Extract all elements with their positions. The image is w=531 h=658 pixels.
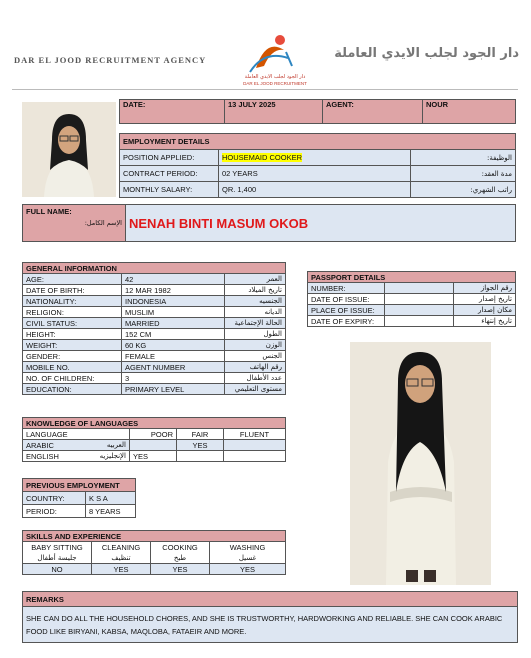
employment-row [120, 182, 516, 198]
skill-header [210, 542, 286, 564]
period-label: PERIOD: [23, 505, 86, 518]
baby-sitting-value: NO [23, 564, 92, 575]
nationality-label-ar: الجنسيه [225, 296, 286, 307]
skills-value-row [23, 564, 286, 575]
general-row [23, 307, 286, 318]
washing-value: YES [210, 564, 286, 575]
general-row [23, 384, 286, 395]
civil-status-value: MARRIED [122, 318, 225, 329]
age-label: AGE: [23, 274, 122, 285]
employment-details-table [119, 133, 516, 198]
issue-date-label: DATE OF ISSUE: [308, 294, 385, 305]
weight-value: 60 KG [122, 340, 225, 351]
expiry-date-label: DATE OF EXPIRY: [308, 316, 385, 327]
issue-date-value [385, 294, 454, 305]
issue-place-label-ar: مكان إصدار [454, 305, 516, 316]
nationality-value: INDONESIA [122, 296, 225, 307]
candidate-photo-small [22, 102, 116, 197]
religion-label-ar: الديانه [225, 307, 286, 318]
general-row [23, 329, 286, 340]
full-name-value: NENAH BINTI MASUM OKOB [129, 215, 309, 231]
general-row [23, 340, 286, 351]
header-divider [12, 89, 518, 90]
children-label: NO. OF CHILDREN: [23, 373, 122, 384]
cleaning-label: CLEANING [101, 542, 141, 552]
weight-label-ar: الوزن [225, 340, 286, 351]
height-value: 152 CM [122, 329, 225, 340]
language-header: LANGUAGE [23, 429, 130, 440]
date-value: 13 JULY 2025 [225, 100, 323, 124]
children-label-ar: عدد الأطفال [225, 373, 286, 384]
salary-value: QR. 1,400 [219, 182, 411, 198]
language-name-ar: العربيه [106, 440, 126, 449]
weight-label: WEIGHT: [23, 340, 122, 351]
previous-row [23, 492, 136, 505]
washing-label-ar: غسيل [238, 553, 257, 562]
education-value: PRIMARY LEVEL [122, 384, 225, 395]
children-value: 3 [122, 373, 225, 384]
gender-label-ar: الجنس [225, 351, 286, 362]
education-label-ar: مستوى التعليمي [225, 384, 286, 395]
agency-name-english: DAR EL JOOD RECRUITMENT AGENCY [14, 55, 207, 65]
gender-label: GENDER: [23, 351, 122, 362]
english-fluent [224, 451, 286, 462]
period-value: 8 YEARS [86, 505, 136, 518]
position-label: POSITION APPLIED: [120, 150, 219, 166]
full-name-label-cell [23, 205, 126, 242]
general-row [23, 362, 286, 373]
contract-label-ar: مدة العقد: [411, 166, 516, 182]
issue-date-label-ar: تاريخ إصدار [454, 294, 516, 305]
civil-status-label: CIVIL STATUS: [23, 318, 122, 329]
dob-value: 12 MAR 1982 [122, 285, 225, 296]
remarks-text: SHE CAN DO ALL THE HOUSEHOLD CHORES, AND SHE IS TRUSTWORTHY, HARDWORKING AND RELIABLE. SHE CAN COOK ARABIC FOOD LIKE BIRYANI, KABSA, MAQLOBA, FATAEIR AND MORE. [23, 607, 518, 643]
language-cell [23, 451, 130, 462]
passport-title: PASSPORT DETAILS [308, 272, 516, 283]
cooking-label: COOKING [162, 542, 198, 552]
agent-label: AGENT: [323, 100, 423, 124]
passport-row [308, 283, 516, 294]
general-info-table [22, 262, 286, 395]
passport-details-table [307, 271, 516, 327]
full-body-portrait-icon [350, 342, 491, 585]
full-name-label-ar: الإسم الكامل: [84, 219, 122, 227]
age-label-ar: العمر [225, 274, 286, 285]
language-row [23, 451, 286, 462]
passport-row [308, 305, 516, 316]
position-label-ar: الوظيفة: [411, 150, 516, 166]
general-row [23, 373, 286, 384]
employment-row [120, 150, 516, 166]
employment-row [120, 166, 516, 182]
nationality-label: NATIONALITY: [23, 296, 122, 307]
country-value: K S A [86, 492, 136, 505]
gender-value: FEMALE [122, 351, 225, 362]
language-row [23, 440, 286, 451]
salary-label: MONTHLY SALARY: [120, 182, 219, 198]
religion-label: RELIGION: [23, 307, 122, 318]
languages-header-row [23, 429, 286, 440]
expiry-date-value [385, 316, 454, 327]
full-name-value-cell [126, 205, 516, 242]
cooking-label-ar: طبخ [173, 553, 187, 562]
skills-title: SKILLS AND EXPERIENCE [23, 531, 286, 542]
height-label-ar: الطول [225, 329, 286, 340]
language-name: ENGLISH [26, 451, 59, 461]
languages-table [22, 417, 286, 462]
arabic-fluent [224, 440, 286, 451]
portrait-icon [22, 102, 116, 197]
baby-sitting-label-ar: جليسة أطفال [37, 553, 77, 562]
age-value: 42 [122, 274, 225, 285]
arabic-poor [130, 440, 177, 451]
general-title: GENERAL INFORMATION [23, 263, 286, 274]
civil-status-label-ar: الحالة الإجتماعية [225, 318, 286, 329]
general-row [23, 296, 286, 307]
previous-employment-table [22, 478, 136, 518]
arabic-fair: YES [177, 440, 224, 451]
issue-place-label: PLACE OF ISSUE: [308, 305, 385, 316]
skills-table [22, 530, 286, 575]
mobile-label: MOBILE NO. [23, 362, 122, 373]
expiry-date-label-ar: تاريخ إنتهاء [454, 316, 516, 327]
height-label: HEIGHT: [23, 329, 122, 340]
full-name-table [22, 204, 516, 242]
country-label: COUNTRY: [23, 492, 86, 505]
washing-label: WASHING [229, 542, 266, 552]
dob-label: DATE OF BIRTH: [23, 285, 122, 296]
passport-number-value [385, 283, 454, 294]
language-name-ar: الإنجليزيه [99, 451, 126, 460]
passport-number-label-ar: رقم الجواز [454, 283, 516, 294]
general-row [23, 351, 286, 362]
salary-label-ar: راتب الشهري: [411, 182, 516, 198]
passport-number-label: NUMBER: [308, 283, 385, 294]
cleaning-value: YES [92, 564, 151, 575]
agent-value: NOUR [423, 100, 516, 124]
english-poor: YES [130, 451, 177, 462]
cleaning-label-ar: تنظيف [111, 553, 131, 562]
languages-title: KNOWLEDGE OF LANGUAGES [23, 418, 286, 429]
skill-header [151, 542, 210, 564]
employment-title: EMPLOYMENT DETAILS [120, 134, 516, 150]
previous-row [23, 505, 136, 518]
logo-caption-english: DAR EL JOOD RECRUITMENT [243, 81, 307, 86]
agency-name-arabic: دار الجود لجلب الايدي العاملة [334, 46, 519, 61]
remarks-table [22, 591, 518, 643]
date-label: DATE: [120, 100, 225, 124]
position-value: HOUSEMAID COOKER [222, 153, 303, 162]
skill-header [23, 542, 92, 564]
mobile-value: AGENT NUMBER [122, 362, 225, 373]
contract-label: CONTRACT PERIOD: [120, 166, 219, 182]
mobile-label-ar: رقم الهاتف [225, 362, 286, 373]
language-name: ARABIC [26, 440, 54, 450]
candidate-photo-large [350, 342, 491, 585]
remarks-title: REMARKS [23, 592, 518, 607]
logo-caption-arabic: دار الجود لجلب الايدي العاملة [244, 74, 306, 80]
contract-value: 02 YEARS [219, 166, 411, 182]
skill-header [92, 542, 151, 564]
baby-sitting-label: BABY SITTING [31, 542, 83, 552]
full-name-label: FULL NAME: [26, 207, 72, 216]
education-label: EDUCATION: [23, 384, 122, 395]
dob-label-ar: تاريخ الميلاد [225, 285, 286, 296]
general-row [23, 318, 286, 329]
fair-header: FAIR [177, 429, 224, 440]
fluent-header: FLUENT [224, 429, 286, 440]
skills-header-row [23, 542, 286, 564]
religion-value: MUSLIM [122, 307, 225, 318]
previous-title: PREVIOUS EMPLOYMENT [23, 479, 136, 492]
poor-header: POOR [130, 429, 177, 440]
issue-place-value [385, 305, 454, 316]
date-agent-table [119, 99, 516, 124]
passport-row [308, 294, 516, 305]
general-row [23, 285, 286, 296]
english-fair [177, 451, 224, 462]
general-row [23, 274, 286, 285]
cooking-value: YES [151, 564, 210, 575]
passport-row [308, 316, 516, 327]
language-cell [23, 440, 130, 451]
